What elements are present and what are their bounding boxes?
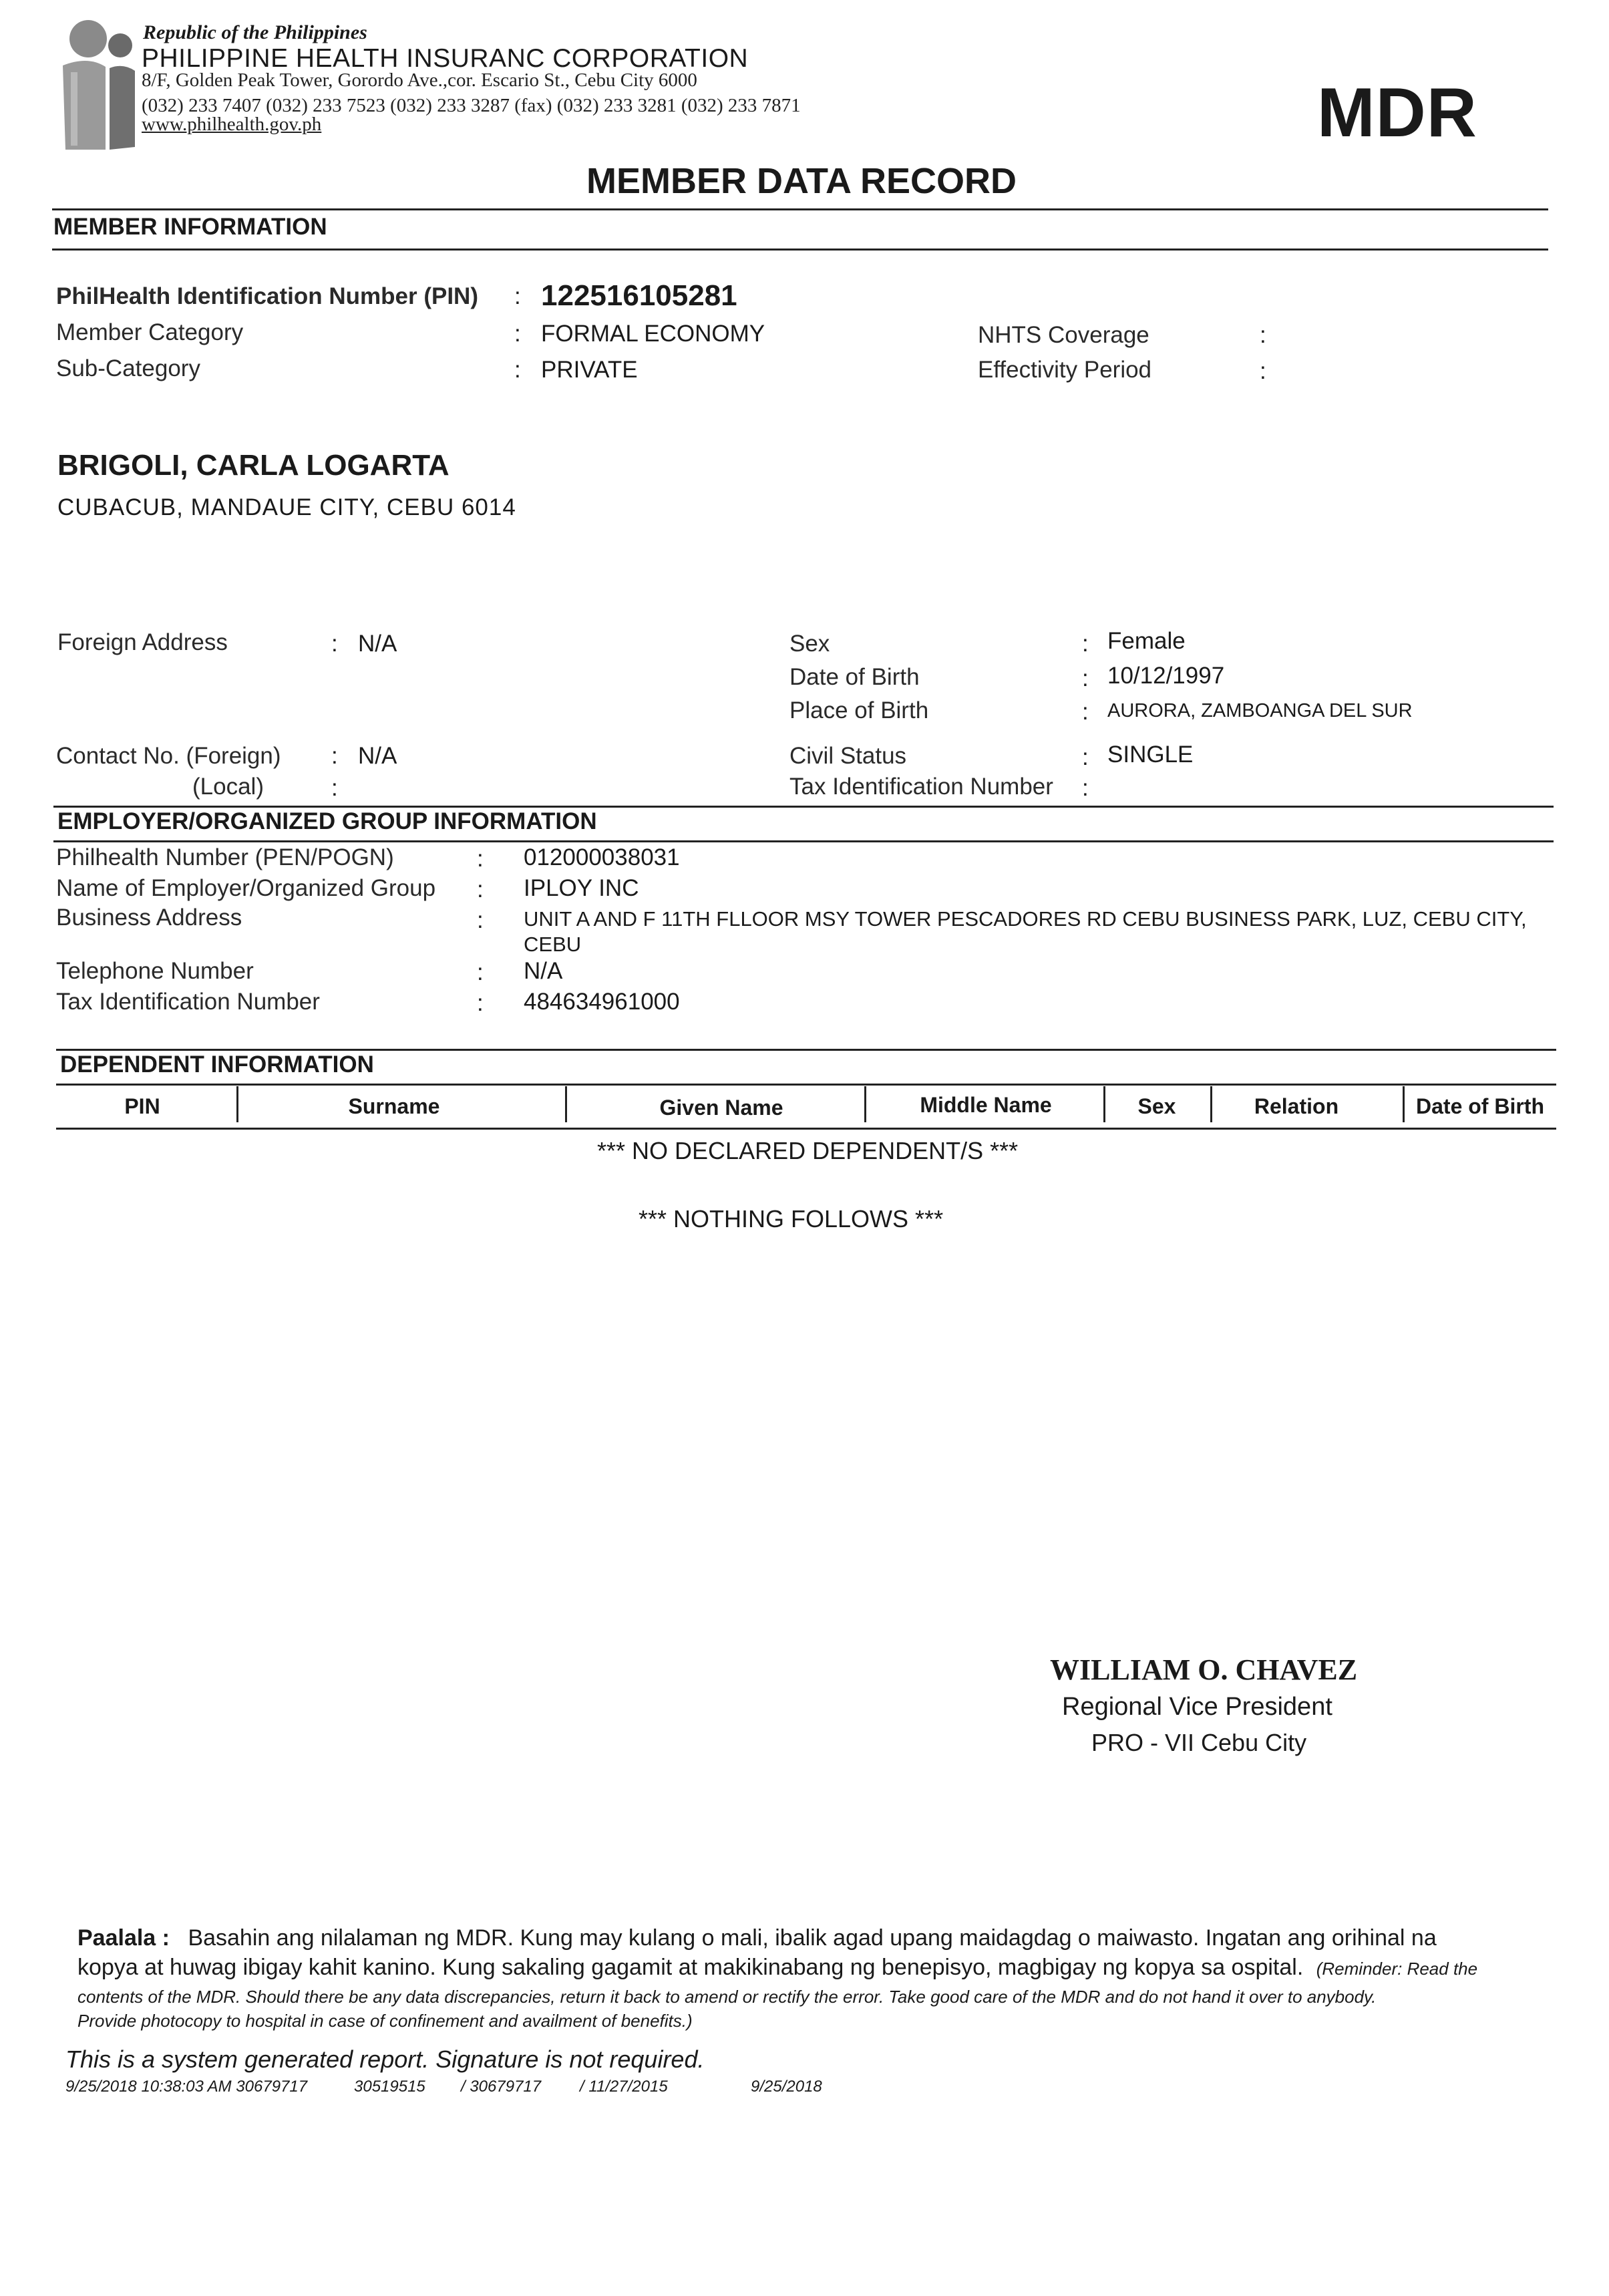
colon: : xyxy=(1260,322,1266,348)
member-address: CUBACUB, MANDAUE CITY, CEBU 6014 xyxy=(57,494,516,520)
contact-local-label: (Local) xyxy=(192,774,264,800)
civil-status-value: SINGLE xyxy=(1107,742,1194,768)
dependent-section-title: DEPENDENT INFORMATION xyxy=(60,1051,374,1078)
member-category-value: FORMAL ECONOMY xyxy=(541,321,765,347)
column-header-dob: Date of Birth xyxy=(1416,1094,1544,1118)
member-section-title: MEMBER INFORMATION xyxy=(53,214,327,240)
colon: : xyxy=(1082,744,1089,770)
divider xyxy=(52,208,1548,210)
org-website[interactable]: www.philhealth.gov.ph xyxy=(142,114,322,135)
footer-timestamp: 9/25/2018 10:38:03 AM 30679717 xyxy=(65,2078,308,2096)
colon: : xyxy=(514,321,521,347)
divider xyxy=(56,1128,1556,1130)
divider xyxy=(52,249,1548,251)
pin-label: PhilHealth Identification Number (PIN) xyxy=(56,283,478,309)
effectivity-label: Effectivity Period xyxy=(978,357,1152,383)
business-address-line2: CEBU xyxy=(524,933,582,956)
colon: : xyxy=(331,775,338,801)
column-separator xyxy=(236,1086,238,1122)
colon: : xyxy=(477,876,484,903)
colon: : xyxy=(1260,358,1266,384)
nhts-label: NHTS Coverage xyxy=(978,322,1149,348)
dob-label: Date of Birth xyxy=(789,664,920,690)
colon: : xyxy=(331,743,338,769)
nothing-follows-message: *** NOTHING FOLLOWS *** xyxy=(639,1205,944,1233)
column-header-pin: PIN xyxy=(124,1094,160,1118)
signatory-office: PRO - VII Cebu City xyxy=(1091,1729,1307,1756)
notice-reminder-line3: Provide photocopy to hospital in case of confinement and availment of benefits.) xyxy=(77,2011,693,2031)
column-separator xyxy=(864,1086,866,1122)
philhealth-logo-icon xyxy=(59,19,139,152)
pob-label: Place of Birth xyxy=(789,697,929,723)
org-address: 8/F, Golden Peak Tower, Gorordo Ave.,cor. Escario St., Cebu City 6000 xyxy=(142,69,697,91)
dob-value: 10/12/1997 xyxy=(1107,663,1225,689)
notice-line-2 xyxy=(77,1955,1477,1981)
employer-tin-label: Tax Identification Number xyxy=(56,989,320,1015)
footer-ref-2: / 30679717 xyxy=(461,2078,542,2096)
employer-name-value: IPLOY INC xyxy=(524,875,639,901)
divider xyxy=(56,1049,1556,1051)
pen-label: Philhealth Number (PEN/POGN) xyxy=(56,844,394,870)
notice-label: Paalala : xyxy=(77,1925,170,1951)
member-category-label: Member Category xyxy=(56,319,244,345)
column-header-surname: Surname xyxy=(348,1094,440,1118)
republic-label: Republic of the Philippines xyxy=(143,21,367,43)
sex-value: Female xyxy=(1107,628,1186,654)
divider xyxy=(53,806,1554,808)
pin-value: 122516105281 xyxy=(541,279,737,312)
colon: : xyxy=(331,631,338,657)
signatory-position: Regional Vice President xyxy=(1062,1693,1332,1721)
business-address-label: Business Address xyxy=(56,905,242,931)
employer-name-label: Name of Employer/Organized Group xyxy=(56,875,436,901)
footer-date-2: 9/25/2018 xyxy=(751,2078,822,2096)
civil-status-label: Civil Status xyxy=(789,743,907,769)
colon: : xyxy=(477,959,484,985)
colon: : xyxy=(477,907,484,933)
employer-section-title: EMPLOYER/ORGANIZED GROUP INFORMATION xyxy=(57,808,597,834)
column-separator xyxy=(1210,1086,1212,1122)
signatory-name: WILLIAM O. CHAVEZ xyxy=(1050,1653,1358,1686)
column-header-relation: Relation xyxy=(1254,1094,1339,1118)
column-header-sex: Sex xyxy=(1137,1094,1176,1118)
org-name: PHILIPPINE HEALTH INSURANC CORPORATION xyxy=(142,44,749,73)
notice-block xyxy=(77,1925,1437,1951)
system-generated-note: This is a system generated report. Signature is not required. xyxy=(65,2045,705,2073)
no-dependents-message: *** NO DECLARED DEPENDENT/S *** xyxy=(597,1137,1019,1164)
colon: : xyxy=(1082,699,1089,725)
colon: : xyxy=(477,990,484,1016)
org-phones: (032) 233 7407 (032) 233 7523 (032) 233 3287 (fax) (032) 233 3281 (032) 233 7871 xyxy=(142,95,801,116)
member-name: BRIGOLI, CARLA LOGARTA xyxy=(57,449,450,482)
employer-tin-value: 484634961000 xyxy=(524,989,680,1015)
sub-category-label: Sub-Category xyxy=(56,355,200,381)
sex-label: Sex xyxy=(789,631,830,657)
notice-text-line2: kopya at huwag ibigay kahit kanino. Kung sakaling gagamit at makikinabang ng benepisyo, magbigay ng kopya sa ospital. xyxy=(77,1955,1304,1980)
column-header-given-name: Given Name xyxy=(659,1096,783,1120)
sub-category-value: PRIVATE xyxy=(541,357,638,383)
colon: : xyxy=(1082,631,1089,657)
divider xyxy=(56,1084,1556,1086)
pob-value: AURORA, ZAMBOANGA DEL SUR xyxy=(1107,700,1413,721)
contact-foreign-label: Contact No. (Foreign) xyxy=(56,743,281,769)
foreign-address-label: Foreign Address xyxy=(57,629,228,655)
divider xyxy=(53,840,1554,842)
employer-phone-label: Telephone Number xyxy=(56,958,254,984)
colon: : xyxy=(1082,665,1089,691)
footer-ref-1: 30519515 xyxy=(354,2078,425,2096)
pen-value: 012000038031 xyxy=(524,844,680,870)
column-header-middle-name: Middle Name xyxy=(920,1093,1052,1117)
business-address-line1: UNIT A AND F 11TH FLLOOR MSY TOWER PESCADORES RD CEBU BUSINESS PARK, LUZ, CEBU CITY, xyxy=(524,907,1527,931)
colon: : xyxy=(1082,775,1089,801)
column-separator xyxy=(1403,1086,1405,1122)
colon: : xyxy=(514,283,521,309)
notice-text-line1: Basahin ang nilalaman ng MDR. Kung may kulang o mali, ibalik agad upang maidagdag o maiwasto. Ingatan ang orihinal na xyxy=(188,1925,1437,1951)
employer-phone-value: N/A xyxy=(524,958,563,984)
foreign-address-value: N/A xyxy=(358,631,397,657)
column-separator xyxy=(565,1086,567,1122)
page-title: MEMBER DATA RECORD xyxy=(586,161,1017,201)
colon: : xyxy=(477,846,484,872)
colon: : xyxy=(514,357,521,383)
notice-reminder-inline: (Reminder: Read the xyxy=(1316,1959,1478,1979)
member-tin-label: Tax Identification Number xyxy=(789,774,1053,800)
mdr-badge: MDR xyxy=(1317,74,1477,152)
footer-date-1: / 11/27/2015 xyxy=(580,2078,668,2096)
contact-foreign-value: N/A xyxy=(358,743,397,769)
column-separator xyxy=(1103,1086,1105,1122)
notice-reminder-line2: contents of the MDR. Should there be any data discrepancies, return it back to amend or rectify the error. Take good care of the MDR and do not hand it over to anybody. xyxy=(77,1987,1377,2007)
